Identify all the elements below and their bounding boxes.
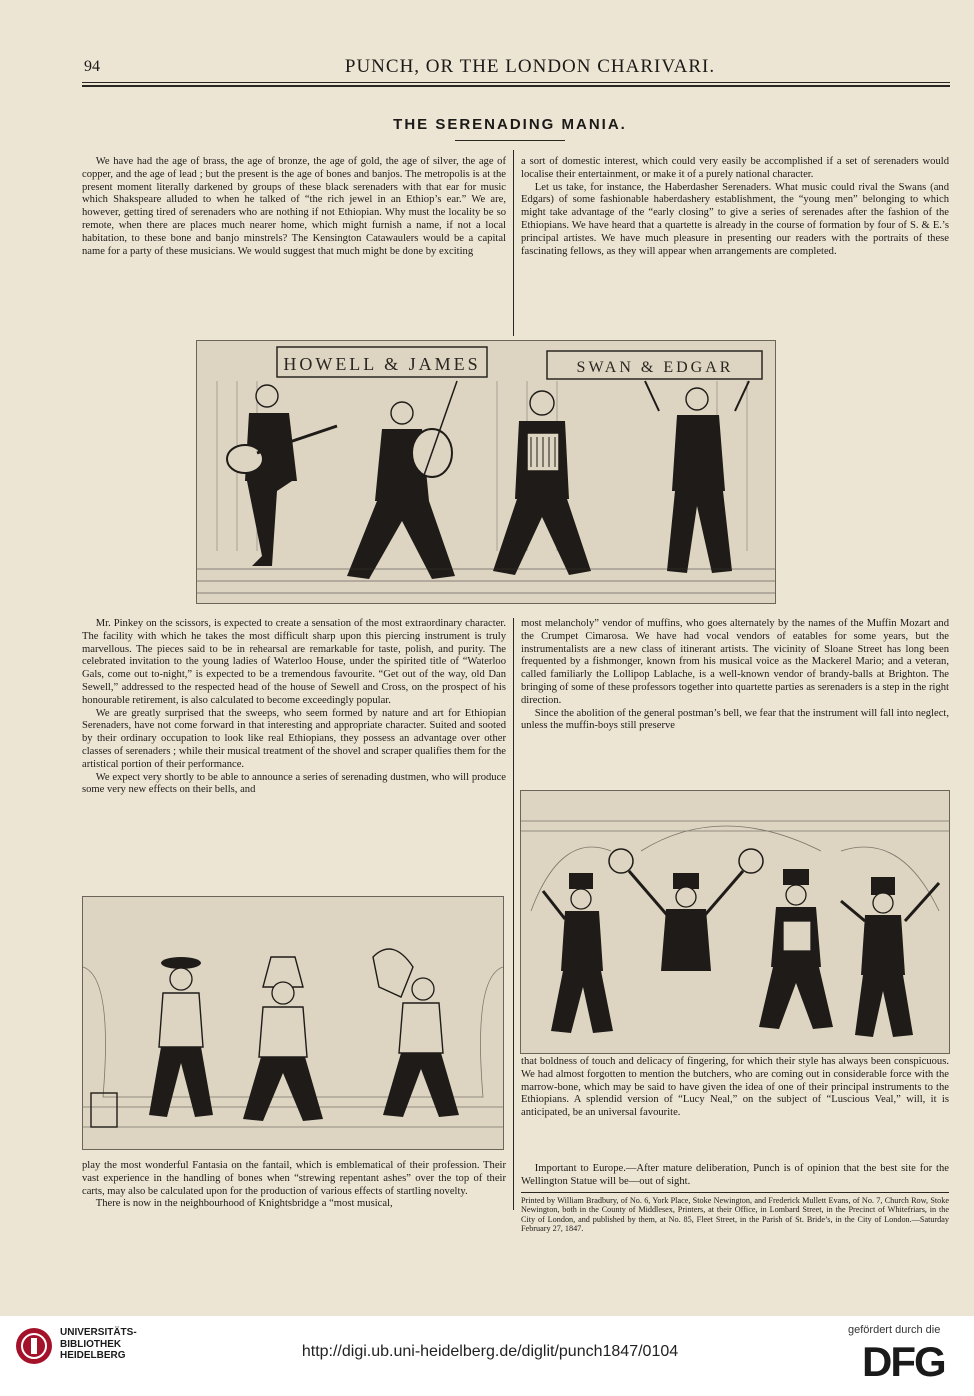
library-name	[60, 1327, 137, 1362]
column-middle-left	[82, 618, 506, 797]
running-title: PUNCH, OR THE LONDON CHARIVARI.	[344, 56, 716, 77]
article-title: THE SERENADING MANIA.	[393, 116, 627, 133]
dfg-logo: DFG	[862, 1338, 945, 1385]
header-rule-bottom	[82, 85, 950, 87]
paragraph: most melancholy” vendor of muffins, who goes alternately by the names of the Muffin Mozart and the Crumpet Cimarosa. We have had vocal vendors of eatables for some years, but the instrumentalists are a new class of itinerant artists. The vicinity of Sloane Street has long been frequented by a fishmonger, known from his musical voice as the Mackerel Mario; and a veteran, called familiarly the Lollipop Lablache, is a well-known vendor of brandy-balls at Brighton. The bringing of some of these professors together into quartette parties as serenaders is a step in the right direction.	[521, 618, 949, 706]
library-line-1: UNIVERSITÄTS-	[60, 1327, 137, 1338]
paragraph: Let us take, for instance, the Haberdasher Serenaders. What music could rival the Swans (and Edgars) of some fashionable haberdashery establishment, the “young men” belonging to which might take advantage of the “early closing” to give a series of serenades after the fashion of the Ethiopians. We have heard that a quartette is already in the course of formation by four of S. & E.’s principal artistes. We have much pleasure in presenting our readers with the portraits of these fascinating fellows, as they will appear when arrangements are completed.	[521, 181, 949, 257]
paragraph: a sort of domestic interest, which could very easily be accomplished if a set of serenaders would localise their entertainment, or make it of a purely national character.	[521, 156, 949, 180]
title-rule	[455, 140, 565, 141]
paragraph: There is now in the neighbourhood of Knightsbridge a “most musical,	[95, 1198, 393, 1210]
illustration-butchers-serenaders	[520, 790, 950, 1054]
paragraph: Since the abolition of the general postman’s bell, we fear that the instrument will fall into neglect, unless the muffin-boys still preserve	[521, 707, 949, 732]
column-bottom-right	[521, 1056, 949, 1120]
important-note	[521, 1163, 949, 1189]
funded-by-label: gefördert durch die	[848, 1324, 941, 1336]
permalink-url[interactable]: http://digi.ub.uni-heidelberg.de/diglit/punch1847/0104	[301, 1343, 679, 1360]
library-line-3: HEIDELBERG	[60, 1350, 126, 1361]
imprint-rule	[521, 1192, 949, 1193]
page-number: 94	[84, 58, 100, 75]
paragraph: We have had the age of brass, the age of bronze, the age of gold, the age of silver, the age of copper, and the age of lead ; but the present is the age of bones and banjos. The metropolis is at the present moment literally darkened by groups of these black serenaders with that ear for music which Shakspeare alluded to when he talked of “the rich jewel in an Ethiop’s ear.” We are, however, getting tired of serenaders who are nothing if not Ethiopian. Why must the locality be so remote, when there are places much nearer home, which might furnish a name, if not a local habitation, to these bone and banjo minstrels? The Kensington Catawaulers would be a capital name for a party of these musicians. We would suggest that much might be done by exciting	[82, 156, 506, 257]
header-rule-top	[82, 82, 950, 83]
column-top-left	[82, 156, 506, 258]
column-divider-bottom	[513, 618, 514, 1210]
paragraph: Mr. Pinkey on the scissors, is expected to create a sensation of the most extraordinary character. The facility with which he takes the most difficult sharp upon this piercing instrument is truly marvellous. The pieces said to be in rehearsal are remarkable for taste, polish, and purity. The celebrated invitation to the young ladies of Waterloo House, under the spirited title of “Waterloo Gals, come out to-night,” is expected to be a tremendous favourite. “Get out of the way, old Dan Sewell,” addressed to the respected head of the house of Sewell and Cross, on the prospect of his honourable retirement, is also calculated to become exceedingly popular.	[82, 618, 506, 706]
digitization-footer	[0, 1316, 974, 1396]
sign-howell-james: HOWELL & JAMES	[283, 354, 481, 374]
column-top-right	[521, 156, 949, 258]
paragraph: play the most wonderful Fantasia on the fantail, which is emblematical of their profession. Their vast experience in the handling of bones when “strewing repentant ashes” over the top of their carts, may also be calculated upon for the production of various effects of startling novelty.	[82, 1160, 506, 1197]
sign-swan-edgar: SWAN & EDGAR	[576, 359, 734, 376]
illustration-dustmen-serenaders	[82, 896, 504, 1150]
paragraph: We are greatly surprised that the sweeps, who seem formed by nature and art for Ethiopian Serenaders, have not come forward in that interesting and appropriate character. Suited and sooted by their ordinary occupation to look like real Ethiopians, they possess an advantage over other classes of serenaders ; while their musical treatment of the shovel and scraper qualifies them for the artistical portion of their performance.	[82, 707, 506, 770]
paragraph: Important to Europe.—After mature deliberation, Punch is of opinion that the best site for the Wellington Statue will be—out of sight.	[521, 1163, 949, 1187]
column-middle-right	[521, 618, 949, 733]
library-line-2: BIBLIOTHEK	[60, 1338, 122, 1350]
column-bottom-left	[82, 1160, 506, 1211]
illustration-haberdasher-quartette	[196, 340, 776, 604]
illustration-drawing	[83, 897, 503, 1149]
illustration-drawing	[197, 341, 775, 603]
printer-imprint: Printed by William Bradbury, of No. 6, York Place, Stoke Newington, and Frederick Mullett Evans, of No. 7, Church Row, Stoke Newington, both in the County of Middlesex, Printers, at their Office, in Lombard Street, in the Precinct of Whitefriars, in the City of London, and published by them, at No. 85, Fleet Street, in the Parish of St. Bride’s, in the City of London.—Saturday February 27, 1847.	[521, 1196, 949, 1233]
university-seal-icon	[14, 1326, 54, 1366]
paragraph: that boldness of touch and delicacy of fingering, for which their style has always been conspicuous. We had almost forgotten to mention the butchers, who are coming out in considerable force with the marrow-bone, which may be said to have given the idea of one of their principal instruments to the Ethiopians. A splendid version of “Lucy Neal,” on the subject of “Luscious Veal,” will, it is anticipated, be an universal favourite.	[521, 1056, 949, 1119]
illustration-drawing	[521, 791, 949, 1053]
paragraph: We expect very shortly to be able to announce a series of serenading dustmen, who will produce some very new effects on their bells, and	[82, 771, 506, 796]
column-divider-top	[513, 150, 514, 336]
